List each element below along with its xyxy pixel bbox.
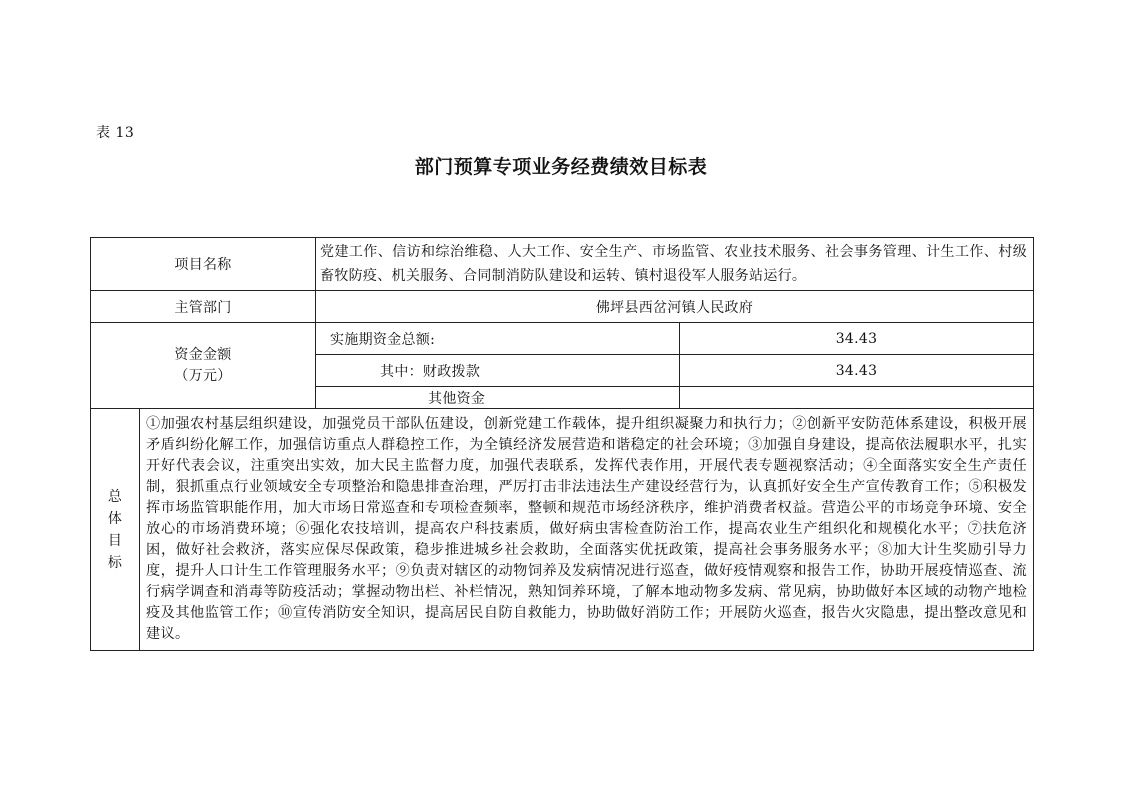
project-name-row <box>91 238 1034 291</box>
performance-target-table <box>90 237 1034 651</box>
overall-goal-label-char: 目 <box>107 532 123 549</box>
project-name-value: 党建工作、信访和综治维稳、人大工作、安全生产、市场监管、农业技术服务、社会事务管理、计生工作、村级畜牧防疫、机关服务、合同制消防队建设和运转、镇村退役军人服务站运行。 <box>316 238 1034 291</box>
department-row <box>91 291 1034 323</box>
department-value: 佛坪县西岔河镇人民政府 <box>316 291 1034 323</box>
funds-total-label: 实施期资金总额: <box>316 323 680 355</box>
overall-goal-text: ①加强农村基层组织建设，加强党员干部队伍建设，创新党建工作载体，提升组织凝聚力和执行力；②创新平安防范体系建设，积极开展矛盾纠纷化解工作，加强信访重点人群稳控工作，为全镇经济发展营造和谐稳定的社会环境；③加强自身建设，提高依法履职水平，扎实开好代表会议，注重突出实效，加大民主监督力度，加强代表联系，发挥代表作用，开展代表专题视察活动；④全面落实安全生产责任制，狠抓重点行业领域安全专项整治和隐患排查治理，严厉打击非法违法生产建设经营行为，认真抓好安全生产宣传教育工作；⑤积极发挥市场监管职能作用，加大市场日常巡查和专项检查频率，整顿和规范市场经济秩序，维护消费者权益。营造公平的市场竞争环境、安全放心的市场消费环境；⑥强化农技培训，提高农户科技素质，做好病虫害检查防治工作，提高农业生产组织化和规模化水平；⑦扶危济困，做好社会救济，落实应保尽保政策，稳步推进城乡社会救助，全面落实优抚政策，提高社会事务服务水平；⑧加大计生奖励引导力度，提升人口计生工作管理服务水平；⑨负责对辖区的动物饲养及发病情况进行巡查，做好疫情观察和报告工作，协助开展疫情巡查、流行病学调查和消毒等防疫活动；掌握动物出栏、补栏情况，熟知饲养环境，了解本地动物多发病、常见病，协助做好本区域的动物产地检疫及其他监管工作；⑩宣传消防安全知识，提高居民自防自救能力，协助做好消防工作；开展防火巡查，报告火灾隐患，提出整改意见和建议。 <box>140 409 1034 651</box>
funds-total-value: 34.43 <box>680 323 1034 355</box>
overall-goal-row <box>91 409 1034 651</box>
funds-other-label: 其他资金 <box>316 387 680 409</box>
project-name-label: 项目名称 <box>91 238 316 291</box>
department-label: 主管部门 <box>91 291 316 323</box>
page-title: 部门预算专项业务经费绩效目标表 <box>414 156 708 178</box>
overall-goal-label <box>91 409 140 651</box>
overall-goal-label-char: 标 <box>107 554 123 571</box>
table-number: 表 13 <box>96 125 135 141</box>
funds-other-value <box>680 387 1034 409</box>
funds-total-row <box>91 323 1034 355</box>
funds-fiscal-label: 其中：财政拨款 <box>316 355 680 387</box>
overall-goal-label-char: 总 <box>107 488 123 505</box>
funds-fiscal-value: 34.43 <box>680 355 1034 387</box>
funds-label <box>91 323 316 409</box>
funds-label-line1: 资金金额 <box>174 346 232 363</box>
funds-label-line2: （万元） <box>174 367 232 384</box>
overall-goal-label-char: 体 <box>107 510 123 527</box>
